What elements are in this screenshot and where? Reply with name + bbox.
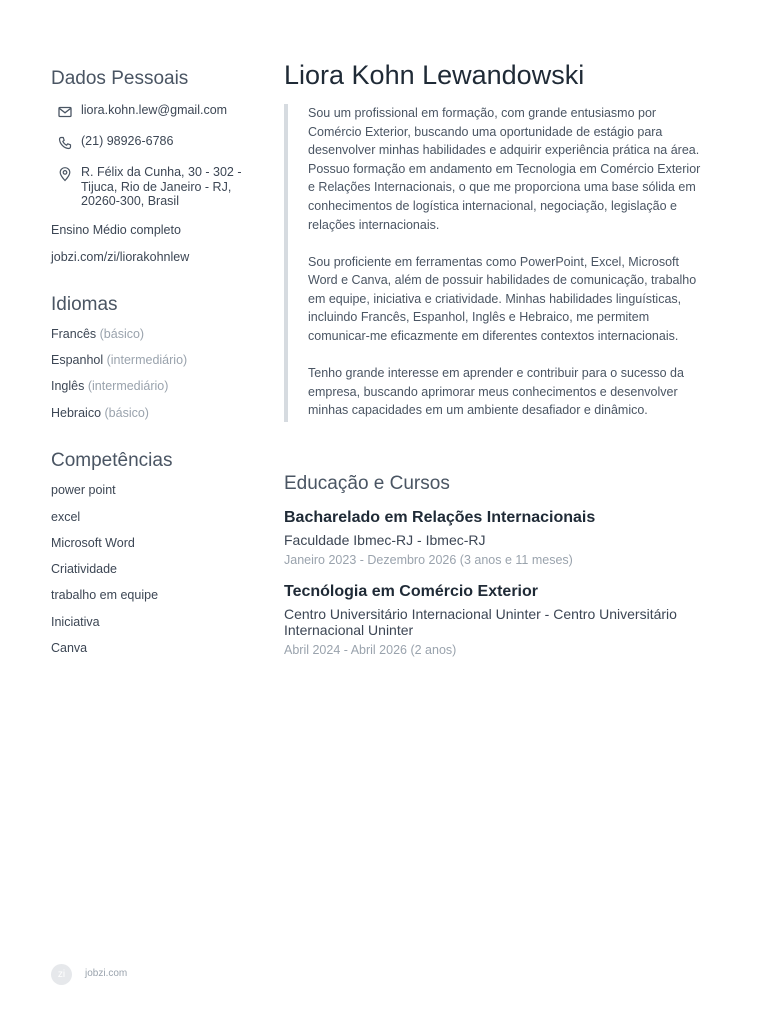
footer-site: jobzi.com	[85, 968, 128, 979]
address-text: R. Félix da Cunha, 30 - 302 - Tijuca, Rio de Janeiro - RJ, 20260-300, Brasil	[81, 165, 242, 208]
language-name: Francês	[51, 327, 97, 341]
skill-item: power point	[51, 483, 116, 497]
language-item	[51, 353, 187, 367]
email-row	[57, 103, 251, 120]
language-item	[51, 406, 149, 420]
education-dates: Janeiro 2023 - Dezembro 2026 (3 anos e 11 meses)	[284, 553, 573, 567]
language-level: (básico)	[104, 406, 149, 420]
jobzi-logo: zi	[51, 964, 72, 985]
language-level: (básico)	[99, 327, 145, 341]
email-text[interactable]: liora.kohn.lew@gmail.com	[81, 103, 228, 117]
skill-item: Iniciativa	[51, 615, 100, 629]
candidate-name: Liora Kohn Lewandowski	[284, 60, 585, 90]
summary-paragraph: Tenho grande interesse em aprender e contribuir para o sucesso da empresa, buscando aprimorar meus conhecimentos e desenvolver minhas capacidades em um ambiente desafiador e dinâmico.	[308, 366, 684, 418]
language-item	[51, 379, 168, 393]
profile-link[interactable]: jobzi.com/zi/liorakohnlew	[51, 250, 190, 264]
skill-item: Microsoft Word	[51, 536, 135, 550]
summary-paragraph: Sou um profissional em formação, com grande entusiasmo por Comércio Exterior, buscando uma oportunidade de estágio para desenvolver minhas habilidades e adquirir experiência prática na área. Possuo formação em andamento em Tecnologia em Comércio Exterior e Relações Internacionais, o que me proporciona uma base sólida em conhecimentos de logística internacional, negociação, legislação e relações internacionais.	[308, 106, 701, 232]
education-dates: Abril 2024 - Abril 2026 (2 anos)	[284, 643, 457, 657]
education-item	[284, 582, 714, 658]
personal-heading: Dados Pessoais	[51, 68, 189, 89]
education-item	[284, 508, 714, 568]
phone-icon	[57, 135, 73, 151]
education-school: Faculdade Ibmec-RJ - Ibmec-RJ	[284, 532, 486, 548]
education-title: Bacharelado em Relações Internacionais	[284, 509, 596, 526]
summary-paragraph: Sou proficiente em ferramentas como PowerPoint, Excel, Microsoft Word e Canva, além de possuir habilidades de comunicação, trabalho em equipe, iniciativa e criatividade. Minhas habilidades linguísticas, incluindo Francês, Espanhol, Inglês e Hebraico, me permitem comunicar-me eficazmente em diferentes contextos internacionais.	[308, 254, 697, 344]
language-item	[51, 327, 144, 341]
language-level: (intermediário)	[87, 379, 169, 393]
education-level: Ensino Médio completo	[51, 223, 181, 237]
skill-item: trabalho em equipe	[51, 588, 159, 602]
language-name: Hebraico	[51, 406, 102, 420]
skill-item: excel	[51, 510, 81, 524]
education-heading: Educação e Cursos	[284, 473, 450, 494]
language-name: Inglês	[51, 379, 85, 393]
skill-item: Canva	[51, 641, 88, 655]
phone-text[interactable]: (21) 98926-6786	[81, 134, 174, 148]
language-name: Espanhol	[51, 353, 104, 367]
education-title: Tecnólogia em Comércio Exterior	[284, 583, 538, 600]
skills-heading: Competências	[51, 450, 173, 471]
language-level: (intermediário)	[106, 353, 188, 367]
location-pin-icon	[57, 166, 73, 182]
education-school: Centro Universitário Internacional Uninter - Centro Universitário Internacional Uninter	[284, 606, 677, 638]
skill-item: Criatividade	[51, 562, 118, 576]
mail-icon	[57, 104, 73, 120]
phone-row	[57, 134, 251, 151]
languages-heading: Idiomas	[51, 294, 118, 315]
summary-block	[284, 104, 708, 422]
address-row	[57, 165, 251, 209]
